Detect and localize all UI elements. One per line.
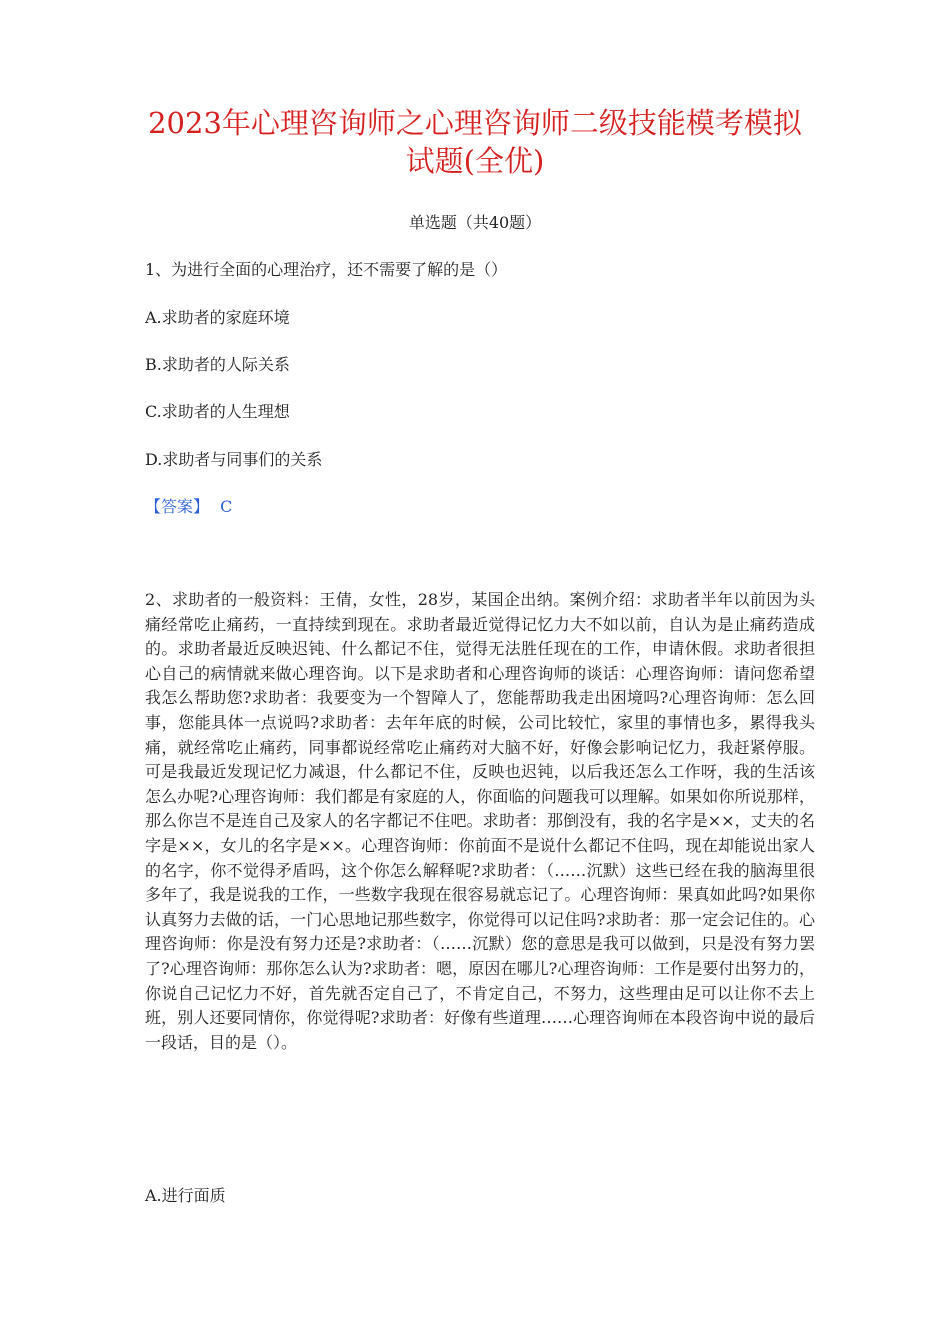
answer-label: 【答案】	[145, 497, 210, 516]
question-1-option-a: A.求助者的家庭环境	[145, 308, 290, 327]
question-1-option-d: D.求助者与同事们的关系	[145, 450, 323, 469]
question-2-option-a: A.进行面质	[145, 1186, 226, 1205]
answer-value: C	[220, 497, 233, 516]
question-1-option-c: C.求助者的人生理想	[145, 402, 290, 421]
title-line-2: 试题(全优)	[405, 144, 545, 178]
section-heading: 单选题（共40题）	[408, 213, 542, 232]
question-1-option-b: B.求助者的人际关系	[145, 355, 290, 374]
question-1-answer	[145, 496, 232, 518]
title-line-1: 2023年心理咨询师之心理咨询师二级技能模考模拟	[148, 106, 802, 140]
document-title	[120, 104, 830, 180]
question-2-text: 2、求助者的一般资料：王倩，女性，28岁，某国企出纳。案例介绍：求助者半年以前因为头痛经常吃止痛药，一直持续到现在。求助者最近觉得记忆力大不如以前，自认为是止痛药造成的。求助者最近反映迟钝、什么都记不住，觉得无法胜任现在的工作，申请休假。求助者很担心自己的病情就来做心理咨询。以下是求助者和心理咨询师的谈话：心理咨询师：请问您希望我怎么帮助您?求助者：我要变为一个智障人了，您能帮助我走出困境吗?心理咨询师：怎么回事，您能具体一点说吗?求助者：去年年底的时候，公司比较忙，家里的事情也多，累得我头痛，就经常吃止痛药，同事都说经常吃止痛药对大脑不好，好像会影响记忆力，我赶紧停服。可是我最近发现记忆力减退，什么都记不住，反映也迟钝，以后我还怎么工作呀，我的生活该怎么办呢?心理咨询师：我们都是有家庭的人，你面临的问题我可以理解。如果如你所说那样，那么你岂不是连自己及家人的名字都记不住吧。求助者：那倒没有，我的名字是××，丈夫的名字是××，女儿的名字是××。心理咨询师：你前面不是说什么都记不住吗，现在却能说出家人的名字，你不觉得矛盾吗，这个你怎么解释呢?求助者：（……沉默）这些已经在我的脑海里很多年了，我是说我的工作，一些数字我现在很容易就忘记了。心理咨询师：果真如此吗?如果你认真努力去做的话，一门心思地记那些数字，你觉得可以记住吗?求助者：那一定会记住的。心理咨询师：你是没有努力还是?求助者：（……沉默）您的意思是我可以做到，只是没有努力罢了?心理咨询师：那你怎么认为?求助者：嗯，原因在哪儿?心理咨询师：工作是要付出努力的，你说自己记忆力不好，首先就否定自己了，不肯定自己，不努力，这些理由足可以让你不去上班，别人还要同情你，你觉得呢?求助者：好像有些道理……心理咨询师在本段咨询中说的最后一段话，目的是（）。	[145, 590, 815, 1052]
question-1-text: 1、为进行全面的心理治疗，还不需要了解的是（）	[145, 260, 508, 279]
